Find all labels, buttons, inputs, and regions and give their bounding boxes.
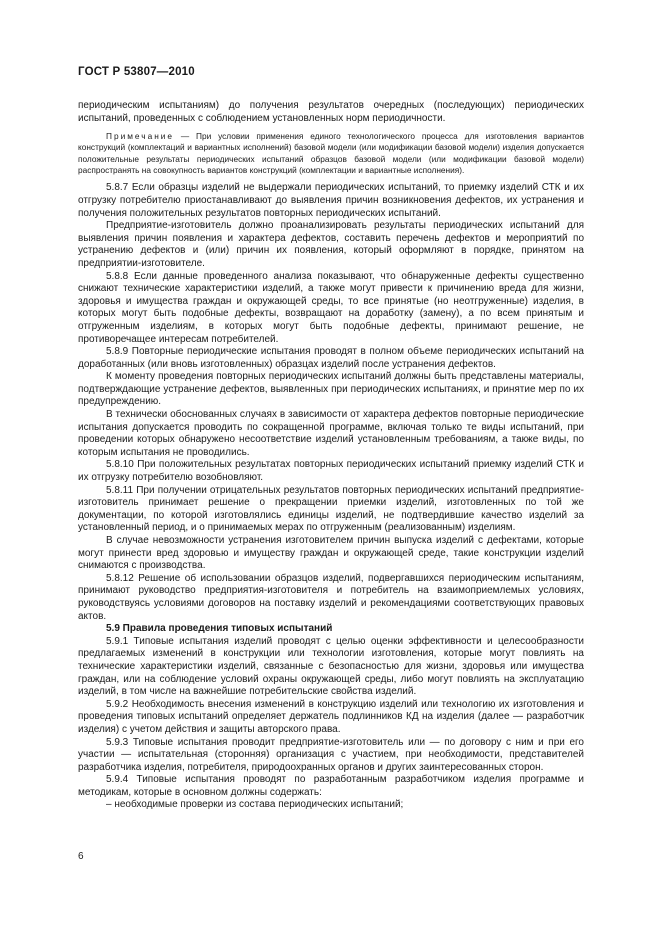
section-title: 5.9 Правила проведения типовых испытаний	[106, 623, 333, 635]
paragraph-5-9-4: 5.9.4 Типовые испытания проводят по разработанным разработчиком изделия программе и методикам, которые в основном должны содержать:	[78, 774, 584, 798]
paragraph: К моменту проведения повторных периодических испытаний должны быть представлены материалы, подтверждающие устранение дефектов, выявленных при периодических испытаниях, и принятие мер по их предупреждению.	[78, 371, 584, 408]
document-page	[78, 66, 584, 812]
paragraph-5-8-8: 5.8.8 Если данные проведенного анализа показывают, что обнаруженные дефекты существенно снижают технические характеристики изделий, а также могут привести к причинению вреда для жизни, здоровья и имущества граждан и окружающей среды, то все принятые (но неотгруженные) изделия, в которых могут быть подобные дефекты, возвращают на доработку (замену), а по всем принятым и отгруженным изделиям, в которых могут быть подобные дефекты, принимают решение, не противоречащее интересам потребителей.	[78, 270, 584, 345]
paragraph: периодическим испытаниям) до получения результатов очередных (последующих) периодических испытаний, проведенных с соблюдением установленных норм периодичности.	[78, 100, 584, 124]
page-number: 6	[78, 851, 84, 862]
paragraph: В случае невозможности устранения изготовителем причин выпуска изделий с дефектами, которые могут принести вред здоровью и имуществу граждан и окружающей среде, такие конструкции изделий снимаются с производства.	[78, 535, 584, 572]
paragraph: В технически обоснованных случаях в зависимости от характера дефектов повторные периодические испытания допускается проводить по сокращенной программе, включая только те виды испытаний, при проведении которых обнаружено несоответствие изделий установленным требованиям, а также виды, по которым испытания не проводились.	[78, 409, 584, 458]
paragraph-5-8-12: 5.8.12 Решение об использовании образцов изделий, подвергавшихся периодическим испытаниям, принимают руководство предприятия-изготовителя и потребитель на взаимоприемлемых условиях, руководствуясь условиями договоров на поставку изделий и рекомендациями соответствующих правовых актов.	[78, 572, 584, 622]
note-label: Примечание	[106, 131, 175, 142]
paragraph-5-8-9: 5.8.9 Повторные периодические испытания проводят в полном объеме периодических испытаний на доработанных (или вновь изготовленных) образцах изделий после устранения дефектов.	[78, 346, 584, 370]
document-header: ГОСТ Р 53807—2010	[78, 66, 195, 78]
paragraph-5-8-11: 5.8.11 При получении отрицательных результатов повторных периодических испытаний предприятие-изготовитель принимает решение о прекращении приемки изделий, изготовленных по той же документации, по которой изготовлялись единицы изделий, не подтвердившие качество изделий за установленный период, и о принимаемых мерах по отгруженным (реализованным) изделиям.	[78, 484, 584, 534]
paragraph-5-9-3: 5.9.3 Типовые испытания проводит предприятие-изготовитель или — по договору с ним и при его участии — испытательная (сторонняя) организация с участием, при необходимости, представителей разработчика изделия, потребителя, природоохранных органов и других заинтересованных сторон.	[78, 736, 584, 773]
note-text: — При условии применения единого технологического процесса для изготовления вариантов конструкций (комплектаций и вариантных исполнений) базовой модели (или модификации базовой модели) изделия допускается положительные результаты периодических испытаний образцов базовой модели (или модификации базовой модели) распространять на совокупность вариантов конструкций (комплектации и вариантные исполнения).	[78, 131, 584, 176]
note	[78, 131, 584, 176]
paragraph-5-9-1: 5.9.1 Типовые испытания изделий проводят с целью оценки эффективности и целесообразности предлагаемых изменений в конструкции или технологии изготовления, которые могут повлиять на технические характеристики изделий, связанные с безопасностью для жизни, здоровья или имущества граждан, или на соблюдение условий охраны окружающей среды, либо могут повлиять на эксплуатацию изделий, в том числе на важнейшие потребительские свойства изделий.	[78, 635, 584, 698]
list-item: – необходимые проверки из состава периодических испытаний;	[106, 799, 404, 811]
paragraph-5-8-10: 5.8.10 При положительных результатах повторных периодических испытаний приемку изделий СТК и их отгрузку потребителю возобновляют.	[78, 459, 584, 484]
paragraph: Предприятие-изготовитель должно проанализировать результаты периодических испытаний для выявления причин появления и характера дефектов, составить перечень дефектов и мероприятий по устранению дефектов и (или) причин их появления, который оформляют в порядке, принятом на предприятии-изготовителе.	[78, 220, 584, 269]
paragraph-5-8-7: 5.8.7 Если образцы изделий не выдержали периодических испытаний, то приемку изделий СТК и их отгрузку потребителю приостанавливают до выявления причин возникновения дефектов, их устранения и получения положительных результатов повторных периодических испытаний.	[78, 182, 584, 219]
paragraph-5-9-2: 5.9.2 Необходимость внесения изменений в конструкцию изделий или технологию их изготовления и проведения типовых испытаний определяет держатель подлинников КД на изделия (далее — разработчик изделия) с учетом действия и защиты авторского права.	[78, 698, 584, 735]
